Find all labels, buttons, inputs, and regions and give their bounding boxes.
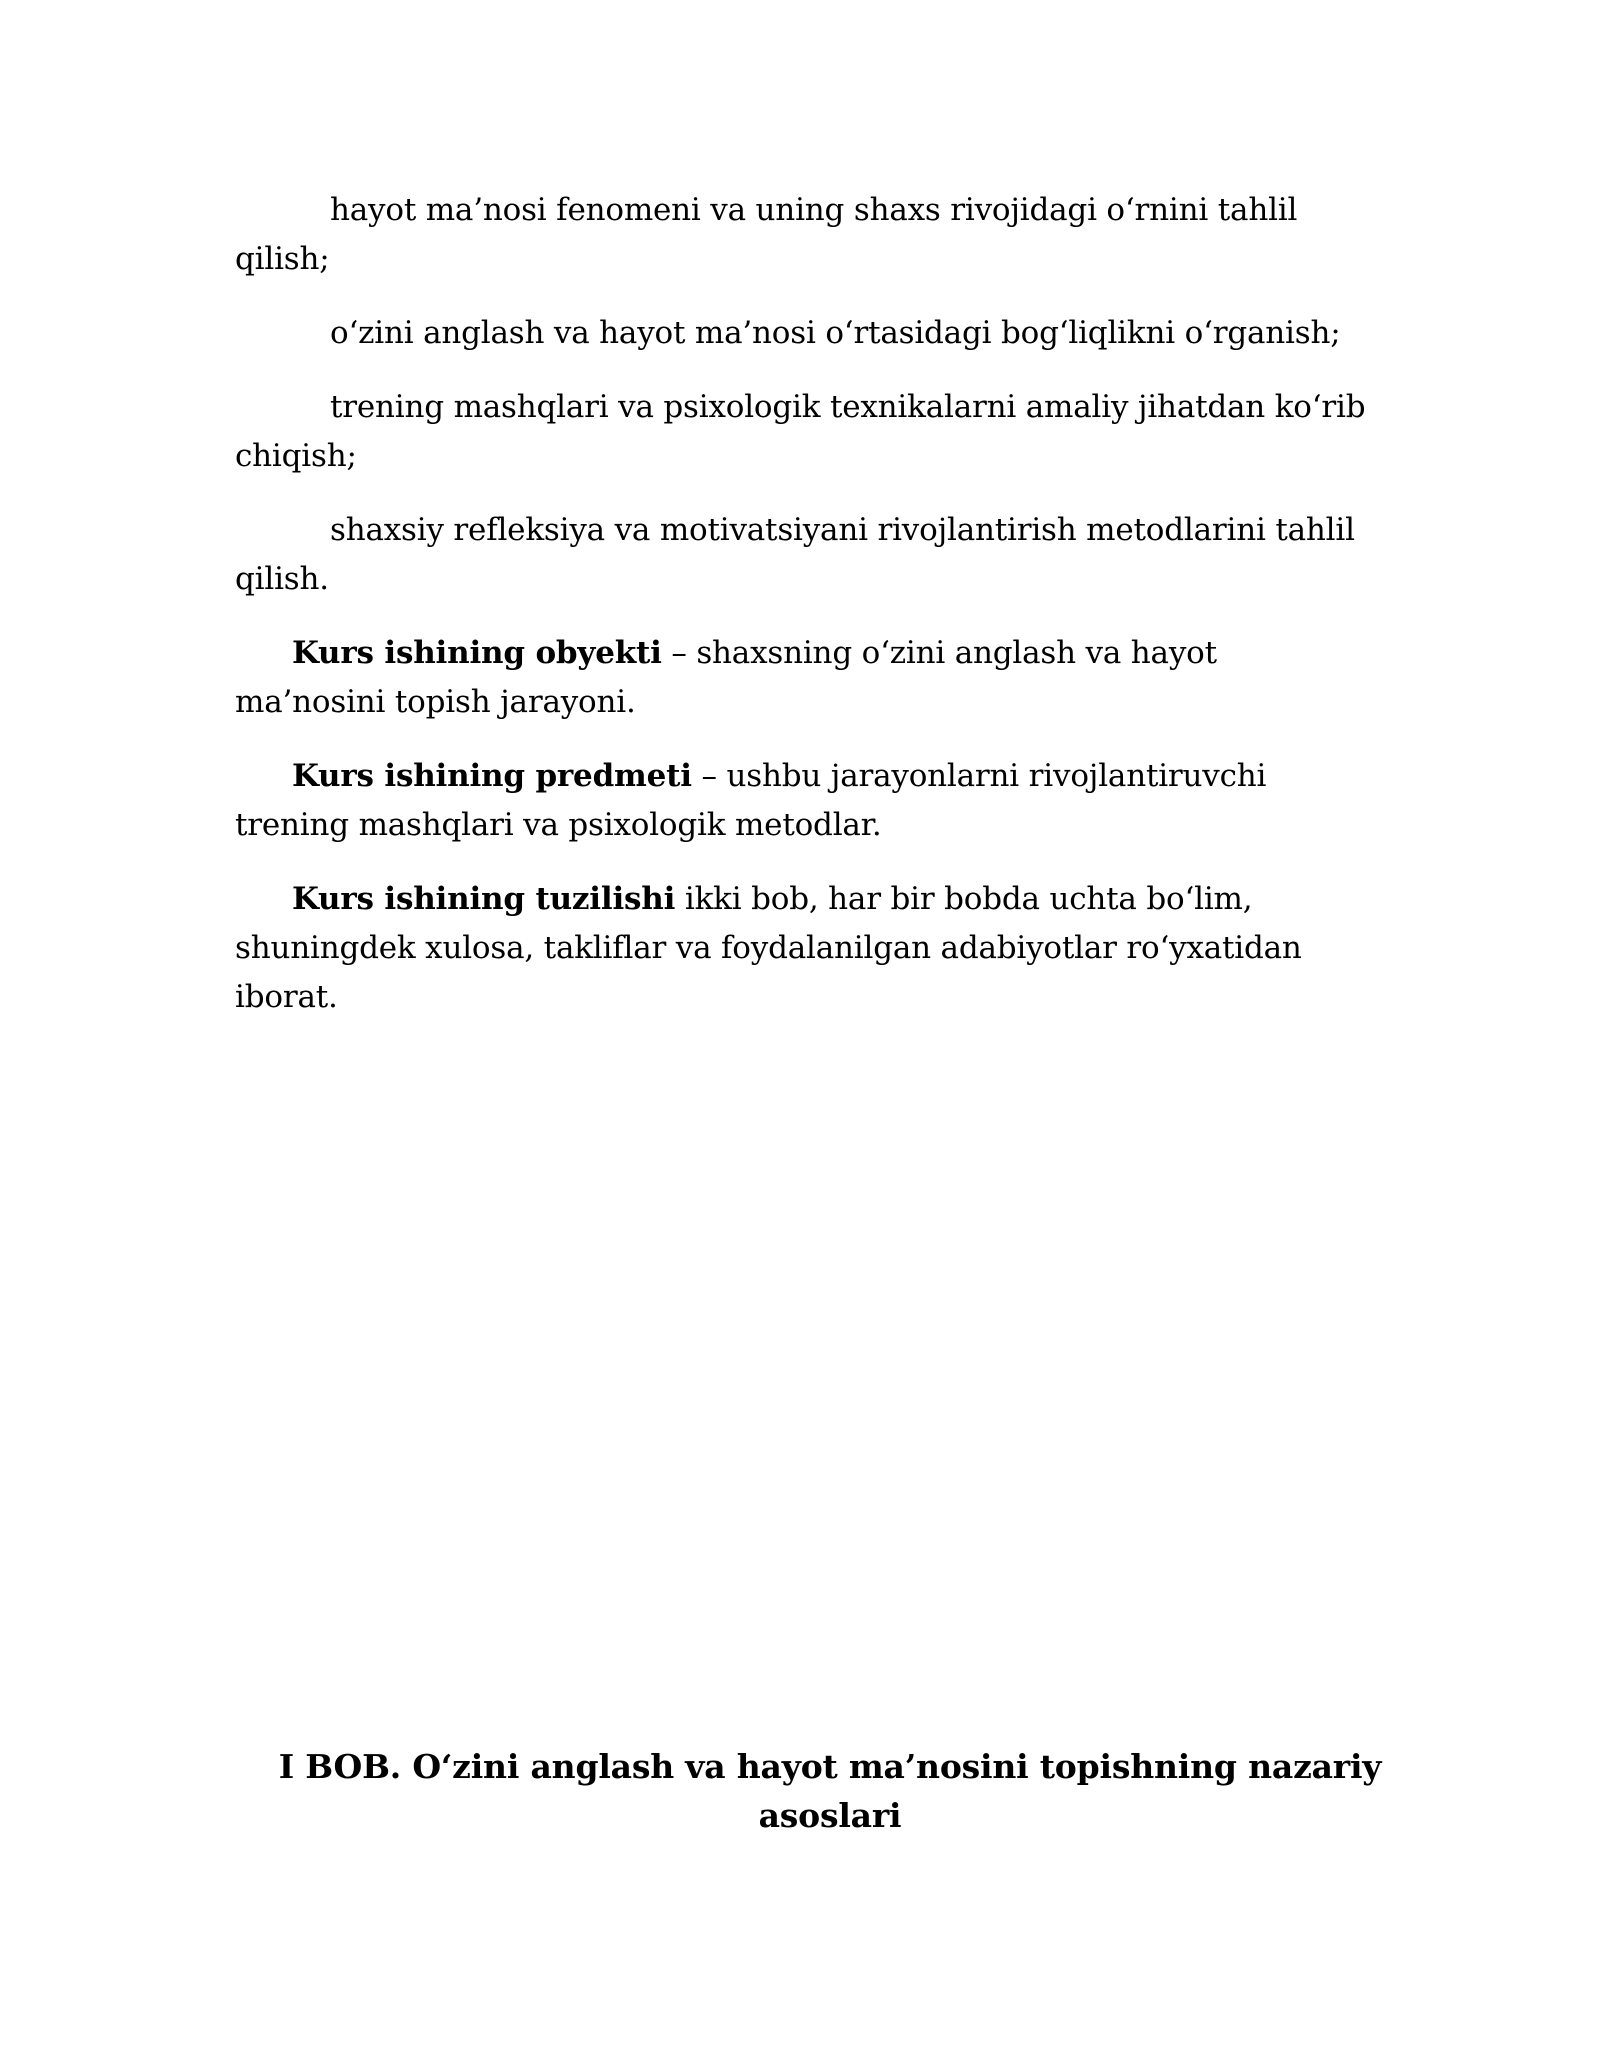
subject-paragraph xyxy=(235,752,1375,850)
subject-text: – ushbu jarayonlarni rivojlantiruvchi trening mashqlari va psixologik metodlar. xyxy=(235,758,1267,843)
objective-item-2: o‘zini anglash va hayot ma’nosi o‘rtasidagi bog‘liqlikni o‘rganish; xyxy=(330,315,1341,351)
structure-label: Kurs ishining tuzilishi xyxy=(292,881,676,917)
object-paragraph xyxy=(235,629,1375,727)
subject-label: Kurs ishining predmeti xyxy=(292,758,692,794)
document-body xyxy=(235,186,1375,1047)
objective-item-3: trening mashqlari va psixologik texnikalarni amaliy jihatdan ko‘rib chiqish; xyxy=(235,389,1366,474)
object-label: Kurs ishining obyekti xyxy=(292,635,662,671)
objective-item-1: hayot ma’nosi fenomeni va uning shaxs rivojidagi o‘rnini tahlil qilish; xyxy=(235,192,1298,277)
objective-item-4: shaxsiy refleksiya va motivatsiyani rivojlantirish metodlarini tahlil qilish. xyxy=(235,512,1355,597)
structure-text: ikki bob, har bir bobda uchta bo‘lim, shuningdek xulosa, takliflar va foydalanilgan adabiyotlar ro‘yxatidan iborat. xyxy=(235,881,1302,1015)
chapter-title: I BOB. O‘zini anglash va hayot ma’nosini topishning nazariy asoslari xyxy=(278,1747,1382,1836)
structure-paragraph xyxy=(235,875,1375,1022)
object-text: – shaxsning o‘zini anglash va hayot ma’nosini topish jarayoni. xyxy=(235,635,1217,720)
